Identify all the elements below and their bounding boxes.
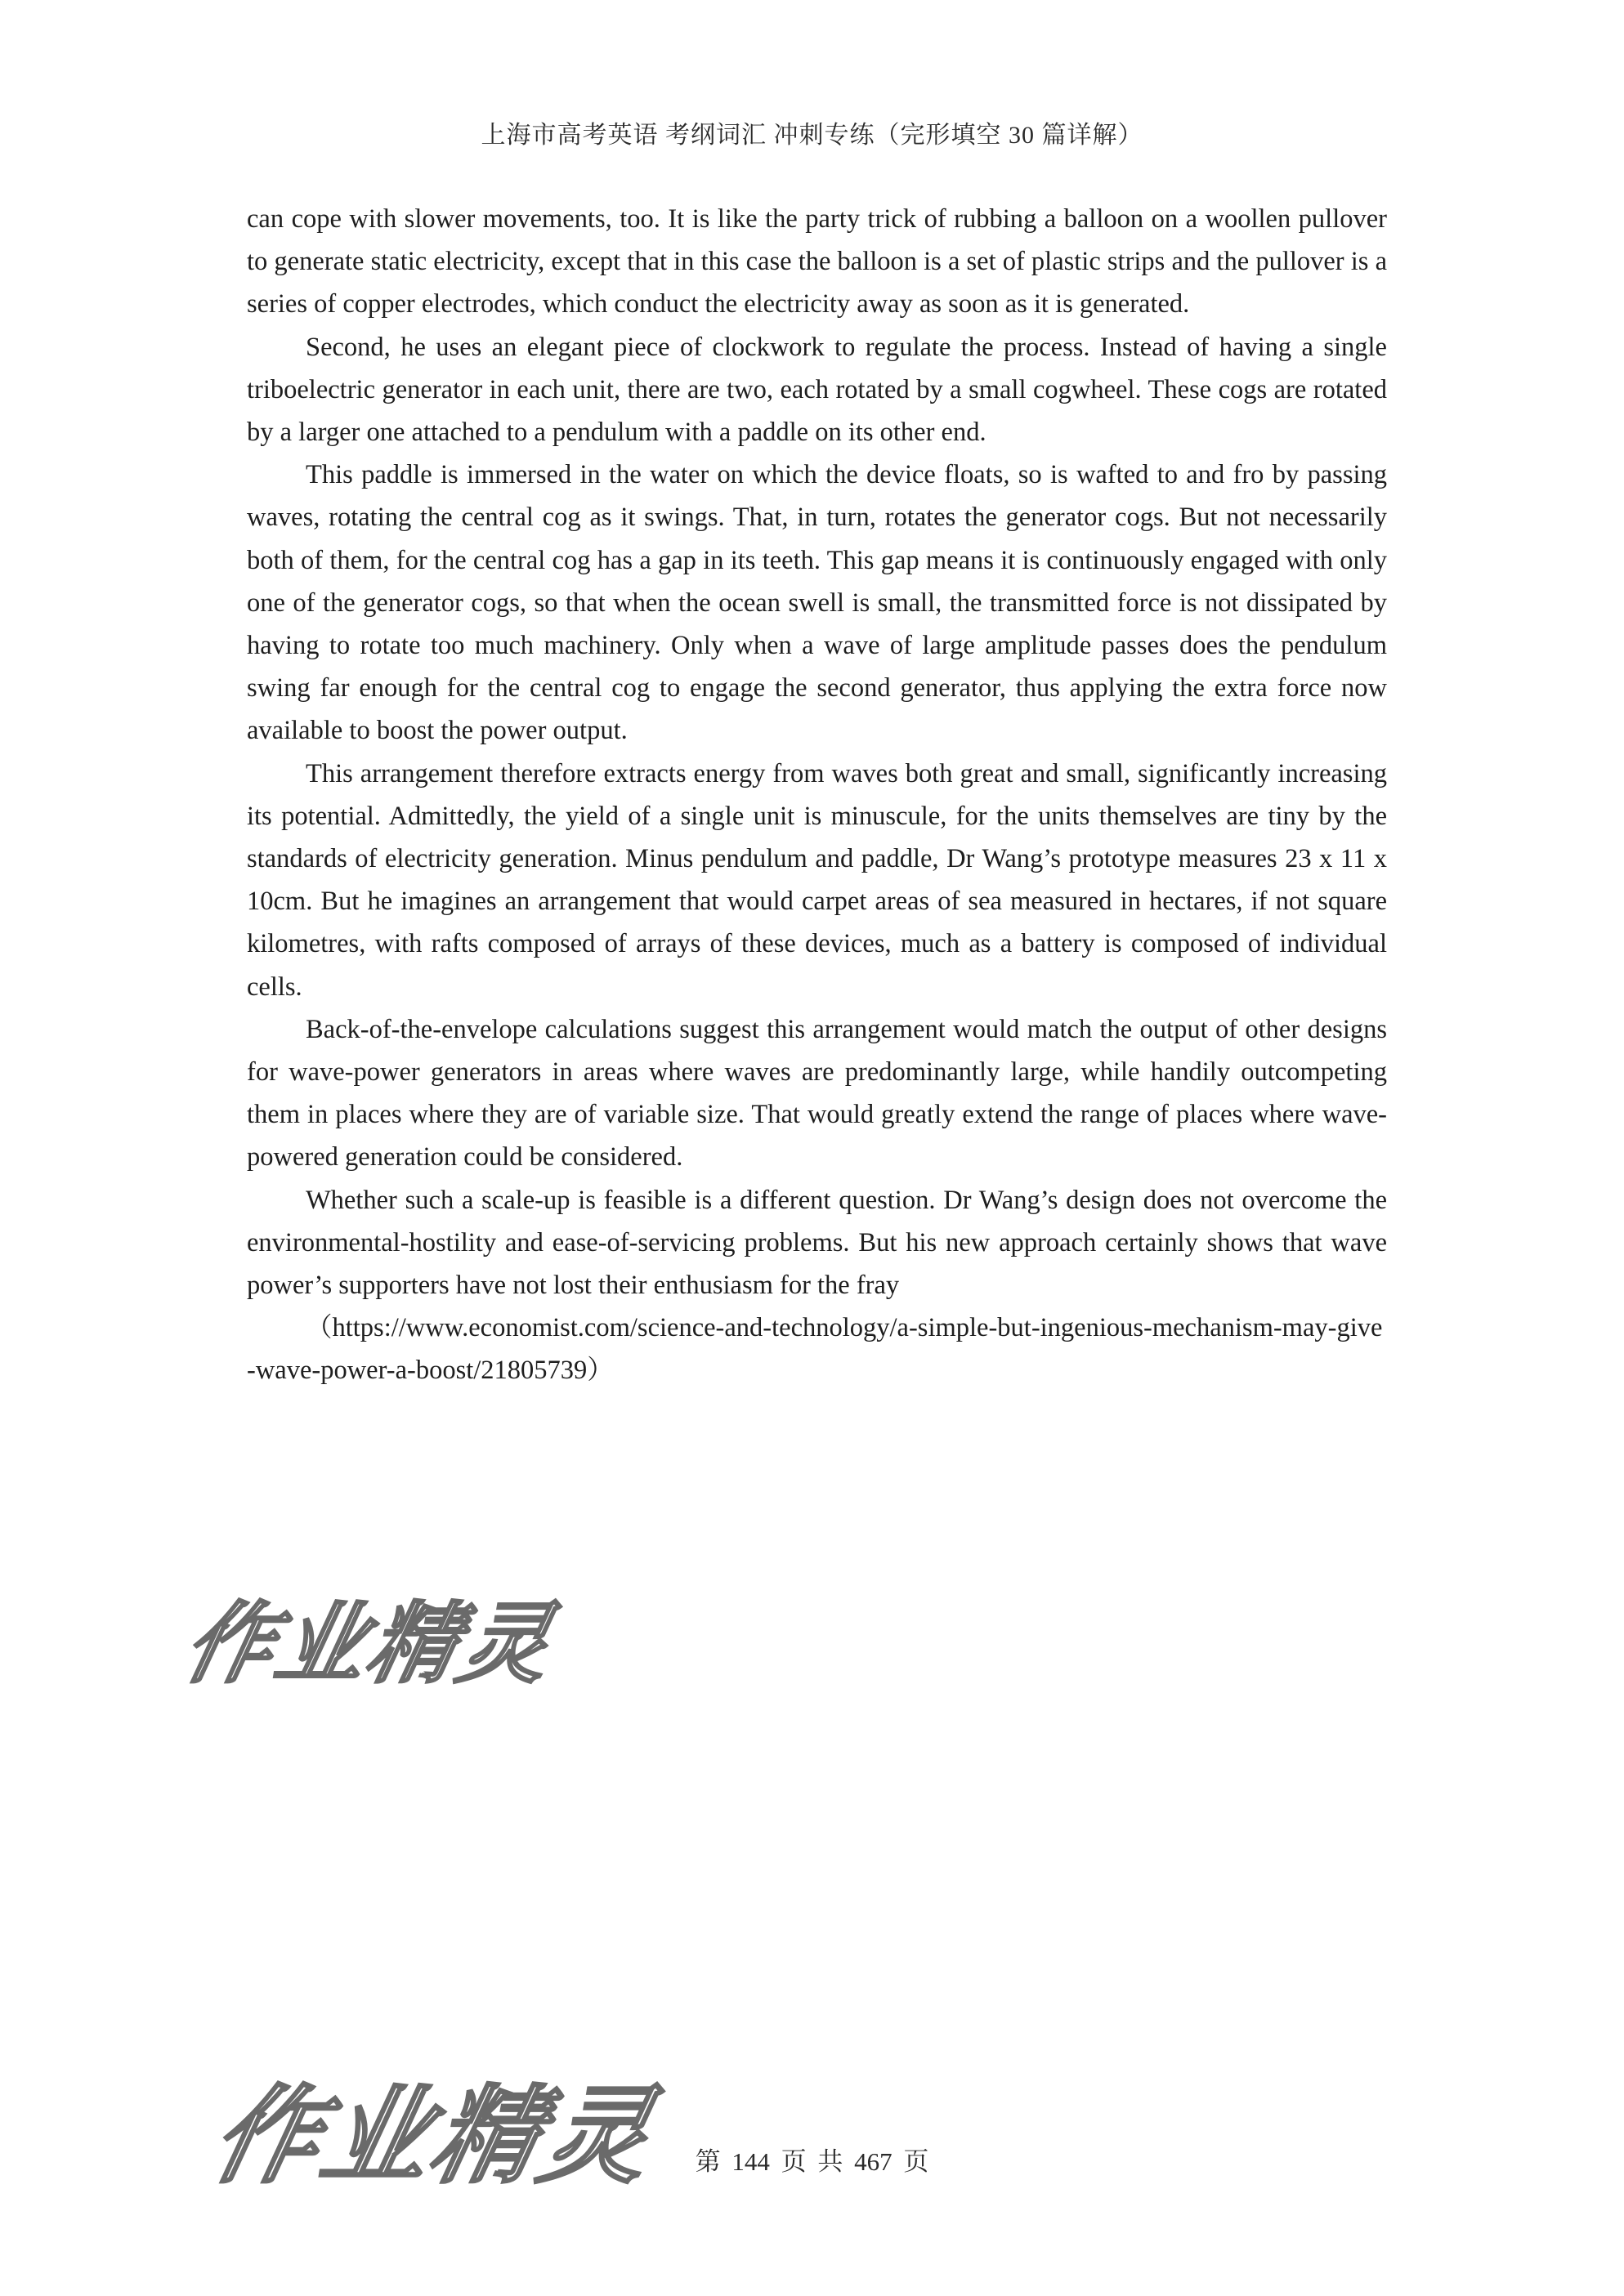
paragraph-4: This arrangement therefore extracts energy from waves both great and small, significantly increasing its potential. Admittedly, the yield of a single unit is minuscule, for the units themselves are tiny by the standards of electricity generation. Minus pendulum and paddle, Dr Wang’s prototype measures 23 x 11 x 10cm. But he imagines an arrangement that would carpet areas of sea measured in hectares, if not square kilometres, with rafts composed of arrays of these devices, much as a battery is composed of individual cells. [247, 758, 1387, 1002]
watermark-logo: 作业精灵 [201, 2074, 666, 2198]
source-link[interactable]: （https://www.economist.com/science-and-technology/a-simple-but-ingenious-mechanism-may-give-wave-power-a-boost/21805739） [247, 1313, 1383, 1386]
watermark-logo: 作业精灵 [175, 1593, 564, 1695]
paragraph-3: This paddle is immersed in the water on which the device floats, so is wafted to and fro by passing waves, rotating the central cog as it swings. That, in turn, rotates the generator cogs. But not necessarily both of them, for the central cog has a gap in its teeth. This gap means it is continuously engaged with only one of the generator cogs, so that when the ocean swell is small, the transmitted force is not dissipated by having to rotate too much machinery. Only when a wave of large amplitude passes does the pendulum swing far enough for the central cog to engage the second generator, thus applying the extra force now available to boost the power output. [247, 460, 1387, 746]
paragraph-5: Back-of-the-envelope calculations suggest this arrangement would match the output of other designs for wave-power generators in areas where waves are predominantly large, while handily outcompeting them in places where they are of variable size. That would greatly extend the range of places where wave-powered generation could be considered. [247, 1014, 1387, 1173]
page-number: 第 144 页 共 467 页 [695, 2147, 929, 2176]
paragraph-2: Second, he uses an elegant piece of clockwork to regulate the process. Instead of having a single triboelectric generator in each unit, there are two, each rotated by a small cogwheel. These cogs are rotated by a larger one attached to a pendulum with a paddle on its other end. [247, 332, 1387, 448]
article-body [247, 198, 1387, 1392]
page-header: 上海市高考英语 考纲词汇 冲刺专练（完形填空 30 篇详解） [481, 122, 1143, 149]
paragraph-1: can cope with slower movements, too. It is like the party trick of rubbing a balloon on a woollen pullover to generate static electricity, except that in this case the balloon is a set of plastic strips and the pullover is a series of copper electrodes, which conduct the electricity away as soon as it is generated. [247, 204, 1387, 319]
paragraph-6: Whether such a scale-up is feasible is a different question. Dr Wang’s design does not overcome the environmental-hostility and ease-of-servicing problems. But his new approach certainly shows that wave power’s supporters have not lost their enthusiasm for the fray [247, 1185, 1387, 1301]
